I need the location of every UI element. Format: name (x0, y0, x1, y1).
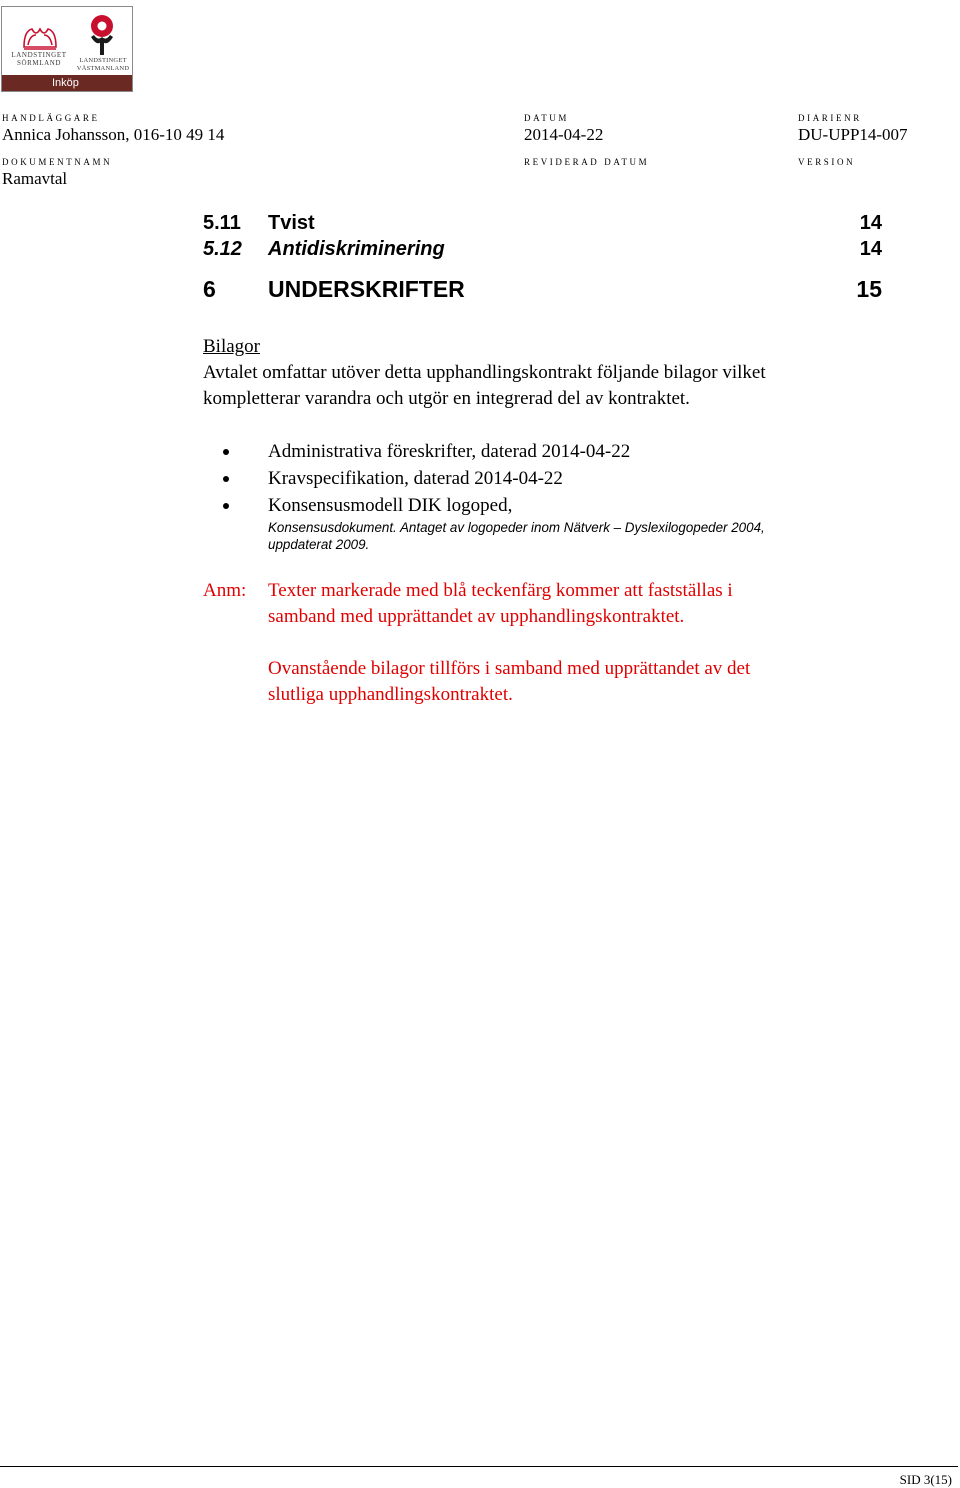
list-item: Konsensusmodell DIK logoped, (268, 495, 513, 516)
datum-label: DATUM (524, 113, 570, 123)
bullet-icon (223, 449, 229, 455)
logo-left-line2: SÖRMLAND (16, 59, 62, 67)
reviderad-datum-label: REVIDERAD DATUM (524, 157, 650, 167)
organization-logo (1, 6, 133, 92)
toc-entry-page: 15 (856, 276, 882, 302)
logo-right-line1: LANDSTINGET (79, 57, 127, 64)
bilagor-note-line1: Konsensusdokument. Antaget av logopeder inom Nätverk – Dyslexilogopeder 2004, (268, 520, 765, 535)
anm-line3: Ovanstående bilagor tillförs i samband med upprättandet av det (268, 658, 751, 679)
toc-entry-number: 5.11 (203, 212, 241, 234)
toc-entry-page: 14 (859, 238, 882, 260)
handlaggare-label: HANDLÄGGARE (2, 113, 100, 123)
logo-band-text: Inköp (2, 75, 132, 91)
bullet-icon (223, 503, 229, 509)
bilagor-intro-line1: Avtalet omfattar utöver detta upphandlingskontrakt följande bilagor vilket (203, 362, 766, 383)
anm-line1: Texter markerade med blå teckenfärg kommer att fastställas i (268, 580, 733, 601)
list-item: Administrativa föreskrifter, daterad 2014-04-22 (268, 441, 631, 462)
diarienr-value: DU-UPP14-007 (798, 125, 908, 144)
toc-entry-title: UNDERSKRIFTER (268, 276, 465, 302)
handlaggare-value: Annica Johansson, 016-10 49 14 (2, 125, 225, 144)
toc-entry-title: Antidiskriminering (268, 238, 445, 260)
bullet-icon (223, 476, 229, 482)
anm-line4: slutliga upphandlingskontraktet. (268, 684, 513, 705)
anm-label: Anm: (203, 580, 247, 601)
dokumentnamn-label: DOKUMENTNAMN (2, 157, 113, 167)
dokumentnamn-value: Ramavtal (2, 169, 68, 188)
logo-left-line1: LANDSTINGET (11, 51, 67, 59)
page-number: SID 3(15) (899, 1472, 952, 1487)
bilagor-heading: Bilagor (203, 336, 260, 357)
version-label: VERSION (798, 157, 856, 167)
list-item: Kravspecifikation, daterad 2014-04-22 (268, 468, 563, 489)
toc-entry-number: 5.12 (203, 238, 242, 260)
logo-right-line2: VÄSTMANLAND (76, 65, 130, 72)
toc-entry-number: 6 (203, 276, 216, 302)
anm-line2: samband med upprättandet av upphandlingskontraktet. (268, 606, 685, 627)
bilagor-intro-line2: kompletterar varandra och utgör en integrerad del av kontraktet. (203, 388, 690, 409)
bilagor-note-line2: uppdaterat 2009. (268, 537, 370, 552)
toc-entry-title: Tvist (268, 212, 315, 234)
diarienr-label: DIARIENR (798, 113, 862, 123)
toc-entry-page: 14 (859, 212, 882, 234)
datum-value: 2014-04-22 (524, 125, 604, 144)
footer-divider (0, 1466, 958, 1467)
